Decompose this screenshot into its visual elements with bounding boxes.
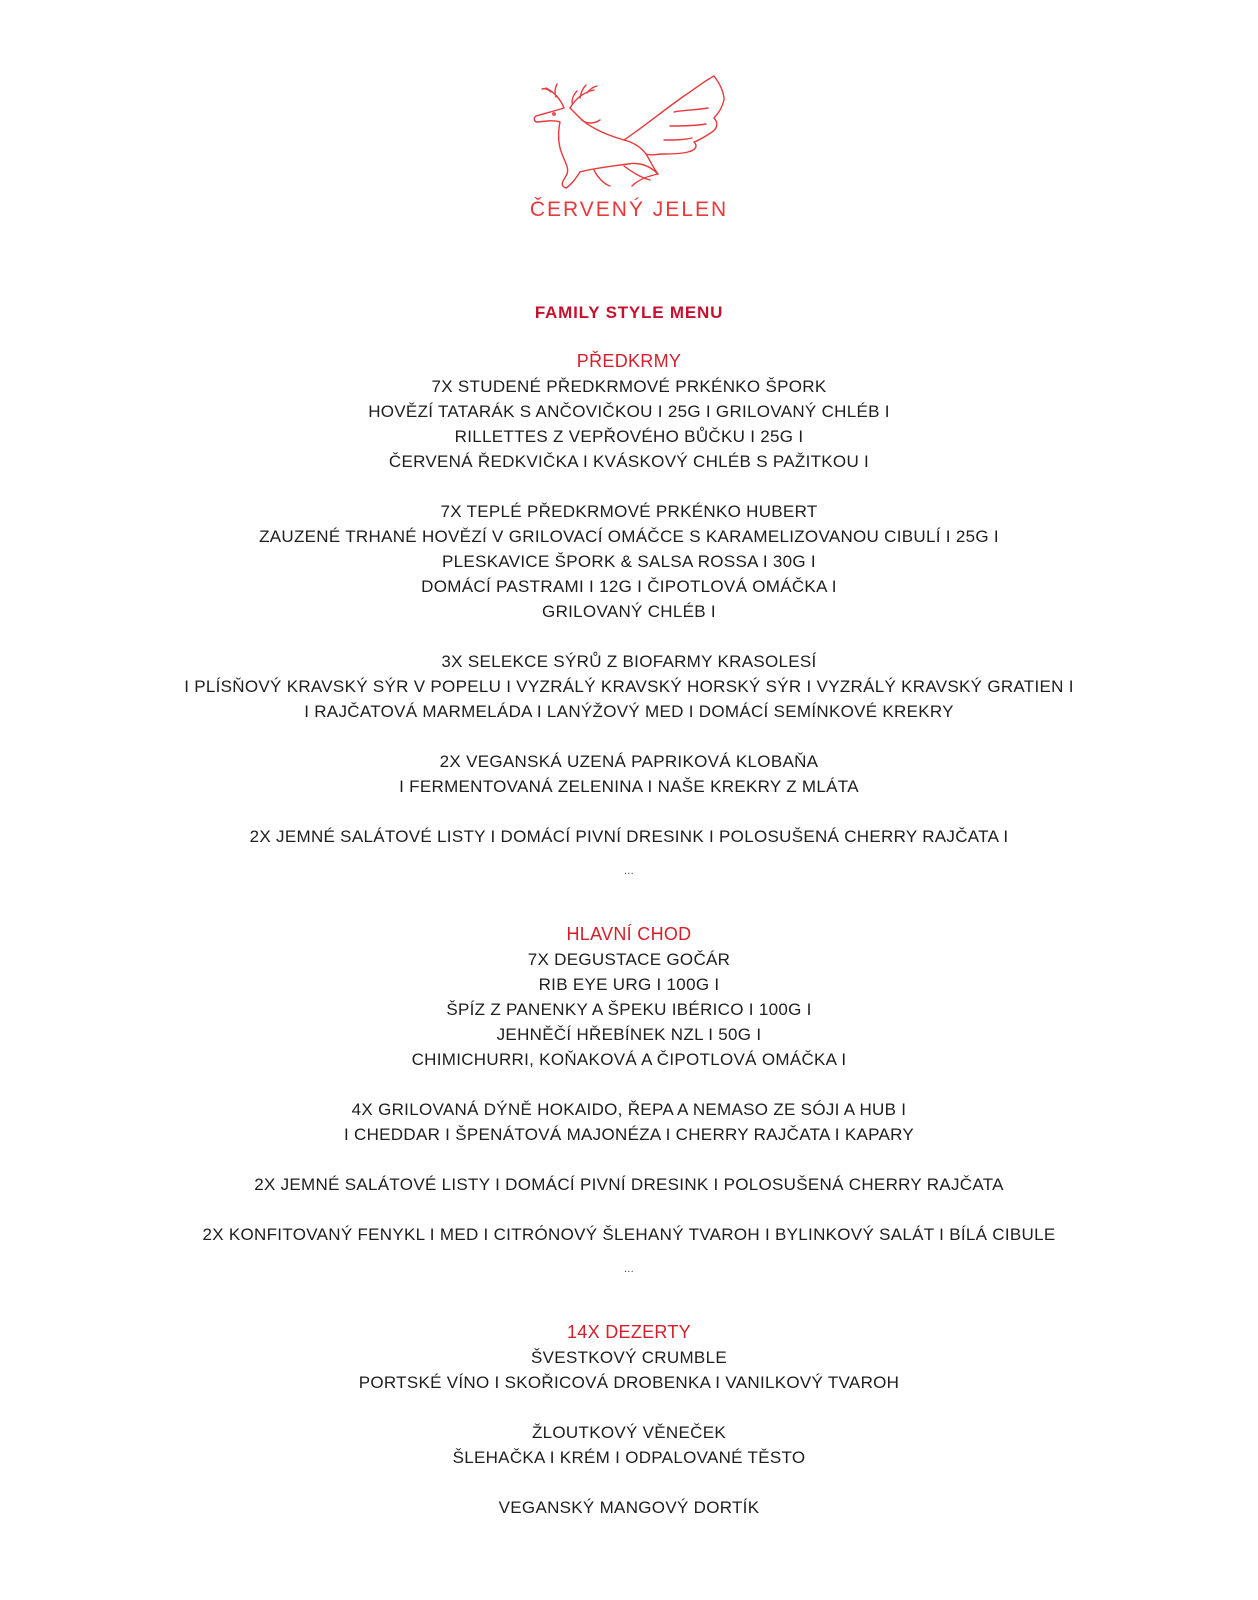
menu-line: 4X GRILOVANÁ DÝNĚ HOKAIDO, ŘEPA A NEMASO ZE SÓJI A HUB I [351, 1100, 907, 1119]
menu-line: I CHEDDAR I ŠPENÁTOVÁ MAJONÉZA I CHERRY RAJČATA I KAPARY [343, 1125, 915, 1144]
menu-line: 7X DEGUSTACE GOČÁR [527, 950, 731, 969]
section-heading-starters: PŘEDKRMY [576, 351, 682, 371]
menu-line: PORTSKÉ VÍNO I SKOŘICOVÁ DROBENKA I VANILKOVÝ TVAROH [358, 1373, 900, 1392]
menu-line: 2X VEGANSKÁ UZENÁ PAPRIKOVÁ KLOBAŇA [439, 752, 819, 771]
menu-line: 7X TEPLÉ PŘEDKRMOVÉ PRKÉNKO HUBERT [440, 502, 818, 521]
menu-line: I PLÍSŇOVÝ KRAVSKÝ SÝR V POPELU I VYZRÁLÝ KRAVSKÝ HORSKÝ SÝR I VYZRÁLÝ KRAVSKÝ GRATIEN I [184, 677, 1074, 696]
menu-line: RIB EYE URG I 100G I [538, 975, 720, 994]
restaurant-logo [0, 70, 1258, 222]
menu-line: VEGANSKÝ MANGOVÝ DORTÍK [498, 1498, 760, 1517]
menu-line: ŠPÍZ Z PANENKY A ŠPEKU IBÉRICO I 100G I [446, 1000, 812, 1019]
menu-line: ŠVESTKOVÝ CRUMBLE [531, 1348, 727, 1367]
menu-content [0, 300, 1258, 1520]
section-heading-desserts: 14X DEZERTY [566, 1322, 691, 1342]
menu-line: JEHNĚČÍ HŘEBÍNEK NZL I 50G I [496, 1025, 762, 1044]
menu-line: ČERVENÁ ŘEDKVIČKA I KVÁSKOVÝ CHLÉB S PAŽITKOU I [388, 452, 870, 471]
menu-line: HOVĚZÍ TATARÁK S ANČOVIČKOU I 25G I GRILOVANÝ CHLÉB I [368, 402, 890, 421]
menu-line: ŠLEHAČKA I KRÉM I ODPALOVANÉ TĚSTO [452, 1448, 806, 1467]
section-heading-mains: HLAVNÍ CHOD [566, 924, 692, 944]
menu-line: 3X SELEKCE SÝRŮ Z BIOFARMY KRASOLESÍ [441, 652, 817, 671]
winged-deer-icon [524, 70, 734, 190]
menu-title: FAMILY STYLE MENU [534, 303, 724, 322]
menu-line: RILLETTES Z VEPŘOVÉHO BŮČKU I 25G I [454, 427, 804, 446]
menu-line: ZAUZENÉ TRHANÉ HOVĚZÍ V GRILOVACÍ OMÁČCE S KARAMELIZOVANOU CIBULÍ I 25G I [259, 527, 999, 546]
menu-line: I RAJČATOVÁ MARMELÁDA I LANÝŽOVÝ MED I DOMÁCÍ SEMÍNKOVÉ KREKRY [304, 702, 954, 721]
section-separator: ... [623, 1263, 635, 1275]
menu-line: 2X KONFITOVANÝ FENYKL I MED I CITRÓNOVÝ ŠLEHANÝ TVAROH I BYLINKOVÝ SALÁT I BÍLÁ CIBULE [202, 1225, 1056, 1244]
section-separator: ... [623, 865, 635, 877]
menu-line: PLESKAVICE ŠPORK & SALSA ROSSA I 30G I [442, 552, 816, 571]
brand-name: ČERVENÝ JELEN [529, 198, 729, 221]
menu-line: ŽLOUTKOVÝ VĚNEČEK [531, 1423, 727, 1442]
menu-line: 2X JEMNÉ SALÁTOVÉ LISTY I DOMÁCÍ PIVNÍ DRESINK I POLOSUŠENÁ CHERRY RAJČATA I [249, 827, 1009, 846]
menu-line: I FERMENTOVANÁ ZELENINA I NAŠE KREKRY Z MLÁTA [399, 777, 859, 796]
menu-line: 2X JEMNÉ SALÁTOVÉ LISTY I DOMÁCÍ PIVNÍ DRESINK I POLOSUŠENÁ CHERRY RAJČATA [254, 1175, 1004, 1194]
menu-line: DOMÁCÍ PASTRAMI I 12G I ČIPOTLOVÁ OMÁČKA I [421, 577, 837, 596]
menu-line: CHIMICHURRI, KOŇAKOVÁ A ČIPOTLOVÁ OMÁČKA I [411, 1050, 847, 1069]
menu-line: GRILOVANÝ CHLÉB I [542, 602, 716, 621]
menu-line: 7X STUDENÉ PŘEDKRMOVÉ PRKÉNKO ŠPORK [431, 377, 827, 396]
